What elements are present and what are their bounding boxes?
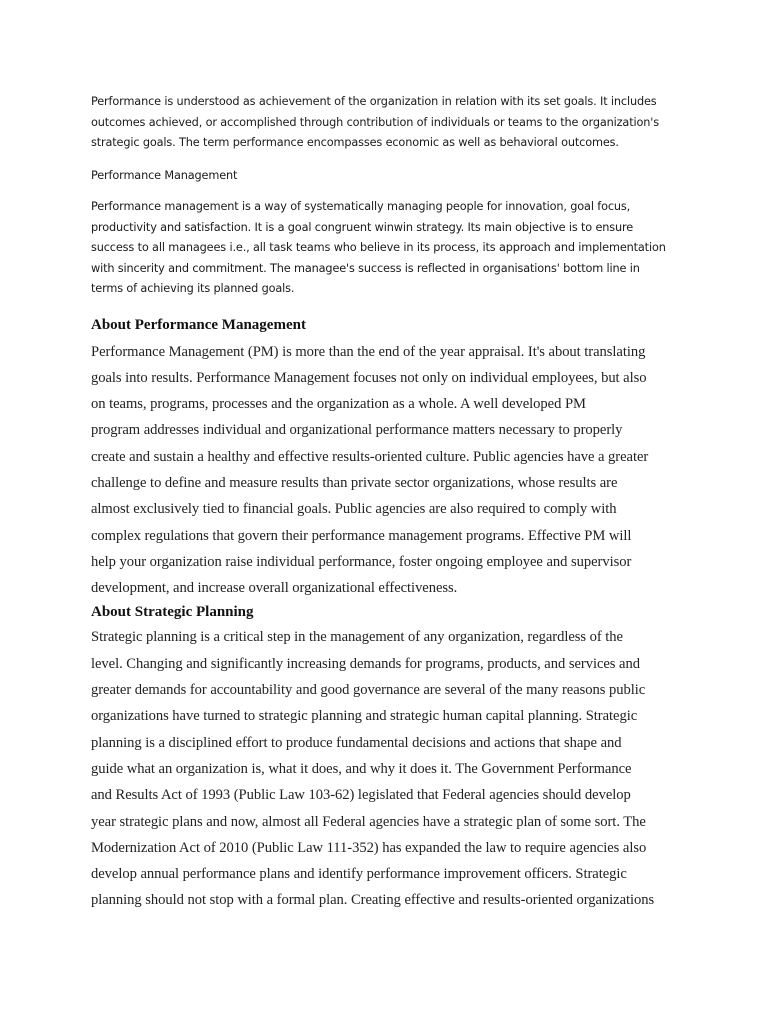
performance-management-heading: Performance Management bbox=[91, 168, 238, 182]
paragraph-line: greater demands for accountability and good governance are several of the many reasons public bbox=[91, 682, 646, 699]
paragraph-line: challenge to define and measure results than private sector organizations, whose results are bbox=[91, 474, 618, 491]
paragraph-line: program addresses individual and organizational performance matters necessary to properly bbox=[91, 422, 623, 439]
paragraph-line: planning should not stop with a formal plan. Creating effective and results-oriented organizations bbox=[91, 892, 655, 909]
about-performance-management-paragraph bbox=[91, 339, 661, 602]
paragraph-line: guide what an organization is, what it does, and why it does it. The Government Performance bbox=[91, 760, 632, 777]
paragraph-line: goals into results. Performance Management focuses not only on individual employees, but also bbox=[91, 369, 647, 386]
paragraph-line: year strategic plans and now, almost all Federal agencies have a strategic plan of some sort. The bbox=[91, 813, 646, 830]
document-body bbox=[91, 92, 666, 914]
paragraph-line: and Results Act of 1993 (Public Law 103-62) legislated that Federal agencies should develop bbox=[91, 787, 631, 804]
performance-management-paragraph bbox=[91, 197, 666, 300]
paragraph-line: develop annual performance plans and identify performance improvement officers. Strategic bbox=[91, 866, 627, 883]
paragraph-line: Performance is understood as achievement of the organization in relation with its set goals. It includes bbox=[91, 95, 657, 108]
intro-paragraph bbox=[91, 92, 661, 154]
paragraph-line: Strategic planning is a critical step in the management of any organization, regardless of the bbox=[91, 629, 623, 646]
paragraph-line: Modernization Act of 2010 (Public Law 111-352) has expanded the law to require agencies also bbox=[91, 839, 647, 856]
paragraph-line: terms of achieving its planned goals. bbox=[91, 282, 295, 295]
paragraph-line: almost exclusively tied to financial goals. Public agencies are also required to comply with bbox=[91, 501, 617, 518]
paragraph-line: complex regulations that govern their performance management programs. Effective PM will bbox=[91, 527, 632, 544]
paragraph-line: planning is a disciplined effort to produce fundamental decisions and actions that shape and bbox=[91, 734, 622, 751]
paragraph-line: success to all managees i.e., all task teams who believe in its process, its approach and implementation bbox=[91, 241, 666, 254]
paragraph-line: with sincerity and commitment. The managee's success is reflected in organisations' bottom line in bbox=[91, 261, 640, 275]
paragraph-line: Performance Management (PM) is more than the end of the year appraisal. It's about translating bbox=[91, 343, 646, 360]
paragraph-line: on teams, programs, processes and the organization as a whole. A well developed PM bbox=[91, 396, 586, 413]
paragraph-line: organizations have turned to strategic planning and strategic human capital planning. Strategic bbox=[91, 708, 638, 725]
about-performance-management-heading: About Performance Management bbox=[91, 316, 306, 333]
paragraph-line: create and sustain a healthy and effective results-oriented culture. Public agencies have a greater bbox=[91, 448, 649, 465]
paragraph-line: help your organization raise individual performance, foster ongoing employee and supervisor bbox=[91, 553, 632, 570]
paragraph-line: outcomes achieved, or accomplished through contribution of individuals or teams to the organization's bbox=[91, 115, 659, 129]
paragraph-line: strategic goals. The term performance encompasses economic as well as behavioral outcomes. bbox=[91, 136, 619, 149]
paragraph-line: productivity and satisfaction. It is a goal congruent winwin strategy. Its main objective is to ensure bbox=[91, 220, 634, 234]
paragraph-line: Performance management is a way of systematically managing people for innovation, goal focus, bbox=[91, 200, 631, 213]
about-strategic-planning-heading: About Strategic Planning bbox=[91, 604, 254, 621]
paragraph-line: level. Changing and significantly increasing demands for programs, products, and services and bbox=[91, 655, 640, 672]
about-strategic-planning-paragraph bbox=[91, 624, 661, 913]
paragraph-line: development, and increase overall organizational effectiveness. bbox=[91, 580, 458, 597]
